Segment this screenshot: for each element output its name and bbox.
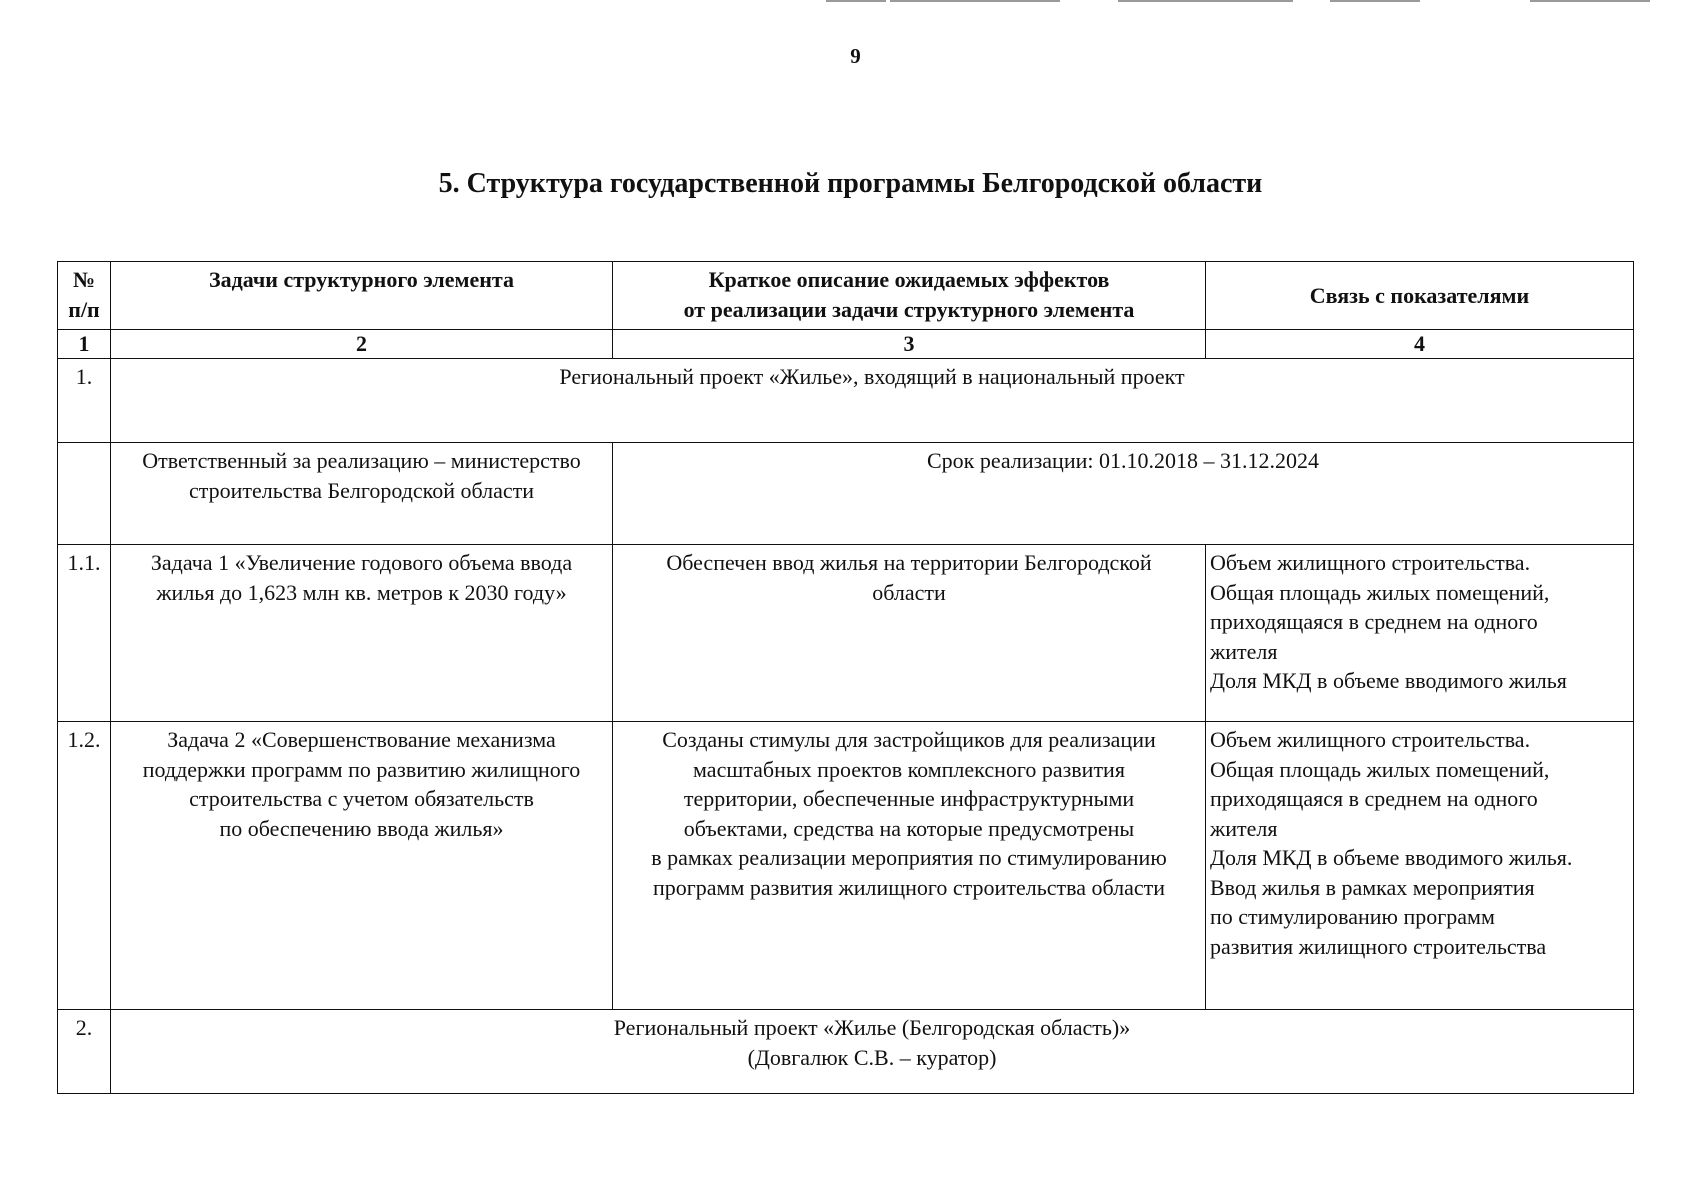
responsible-row	[58, 443, 1634, 545]
section-title: 5. Структура государственной программы Белгородской области	[438, 168, 1263, 199]
indicator-line: приходящаяся в среднем на одного	[1210, 609, 1538, 634]
project-title: Региональный проект «Жилье», входящий в национальный проект	[111, 359, 1634, 443]
scan-mark	[1530, 0, 1650, 2]
project-title	[111, 1010, 1634, 1094]
header-effects-line: от реализации задачи структурного элемента	[683, 296, 1135, 322]
header-indicators: Связь с показателями	[1206, 262, 1634, 330]
effect-line: в рамках реализации мероприятия по стимулированию	[651, 845, 1167, 870]
header-num-line: п/п	[68, 296, 100, 322]
responsible-line: строительства Белгородской области	[188, 477, 535, 503]
scan-mark	[890, 0, 1060, 2]
task-line: жилья до 1,623 млн кв. метров к 2030 году»	[156, 579, 567, 605]
scan-mark	[826, 0, 886, 2]
indicator-line: развития жилищного строительства	[1210, 933, 1547, 959]
column-number: 3	[613, 330, 1206, 359]
responsible-line: Ответственный за реализацию – министерство	[142, 448, 581, 473]
scan-mark	[1118, 0, 1293, 2]
effect-line: территории, обеспеченные инфраструктурными	[683, 786, 1135, 811]
task-description	[111, 545, 613, 722]
expected-effect	[613, 722, 1206, 1010]
indicator-line: Общая площадь жилых помещений,	[1210, 579, 1550, 605]
task-line: по обеспечению ввода жилья»	[219, 815, 504, 841]
indicator-line: Объем жилищного строительства.	[1210, 727, 1531, 752]
indicator-line: приходящаяся в среднем на одного	[1210, 786, 1538, 811]
indicator-line: по стимулированию программ	[1210, 904, 1495, 929]
header-tasks: Задачи структурного элемента	[111, 262, 613, 330]
row-number: 1.2.	[58, 722, 111, 1010]
project-title-line: (Довгалюк С.В. – куратор)	[747, 1044, 997, 1070]
header-num	[58, 262, 111, 330]
program-structure-table	[57, 261, 1634, 1094]
effect-line: области	[872, 579, 946, 605]
project-row	[58, 359, 1634, 443]
task-row	[58, 722, 1634, 1010]
indicator-line: жителя	[1210, 815, 1278, 841]
effect-line: масштабных проектов комплексного развития	[693, 756, 1125, 782]
header-effects	[613, 262, 1206, 330]
page-number: 9	[850, 44, 861, 68]
task-line: Задача 2 «Совершенствование механизма	[167, 727, 556, 752]
indicator-line: Ввод жилья в рамках мероприятия	[1210, 874, 1535, 900]
effect-line: Созданы стимулы для застройщиков для реализации	[662, 727, 1156, 752]
effect-line: объектами, средства на которые предусмотрены	[683, 815, 1135, 841]
column-number: 4	[1206, 330, 1634, 359]
row-number-empty	[58, 443, 111, 545]
column-number: 1	[58, 330, 111, 359]
header-num-line: №	[72, 267, 96, 292]
indicator-line: Доля МКД в объеме вводимого жилья.	[1210, 845, 1573, 870]
row-number: 2.	[58, 1010, 111, 1094]
effect-line: программ развития жилищного строительства области	[652, 874, 1166, 900]
scan-mark	[1330, 0, 1420, 2]
indicator-line: Общая площадь жилых помещений,	[1210, 756, 1550, 782]
task-row	[58, 545, 1634, 722]
task-line: Задача 1 «Увеличение годового объема ввода	[150, 550, 573, 575]
header-effects-line: Краткое описание ожидаемых эффектов	[708, 267, 1110, 292]
header-row	[58, 262, 1634, 330]
project-title-line: Региональный проект «Жилье (Белгородская область)»	[613, 1015, 1131, 1040]
expected-effect	[613, 545, 1206, 722]
indicator-links	[1206, 545, 1634, 722]
indicator-line: жителя	[1210, 638, 1278, 664]
row-number: 1.1.	[58, 545, 111, 722]
task-line: строительства с учетом обязательств	[189, 786, 534, 811]
column-number-row	[58, 330, 1634, 359]
indicator-line: Объем жилищного строительства.	[1210, 550, 1531, 575]
indicator-line: Доля МКД в объеме вводимого жилья	[1210, 668, 1567, 693]
indicator-links	[1206, 722, 1634, 1010]
implementation-period: Срок реализации: 01.10.2018 – 31.12.2024	[613, 443, 1634, 545]
effect-line: Обеспечен ввод жилья на территории Белгородской	[666, 550, 1152, 575]
task-description	[111, 722, 613, 1010]
project-row	[58, 1010, 1634, 1094]
responsible-cell	[111, 443, 613, 545]
row-number: 1.	[58, 359, 111, 443]
task-line: поддержки программ по развитию жилищного	[142, 756, 581, 782]
column-number: 2	[111, 330, 613, 359]
